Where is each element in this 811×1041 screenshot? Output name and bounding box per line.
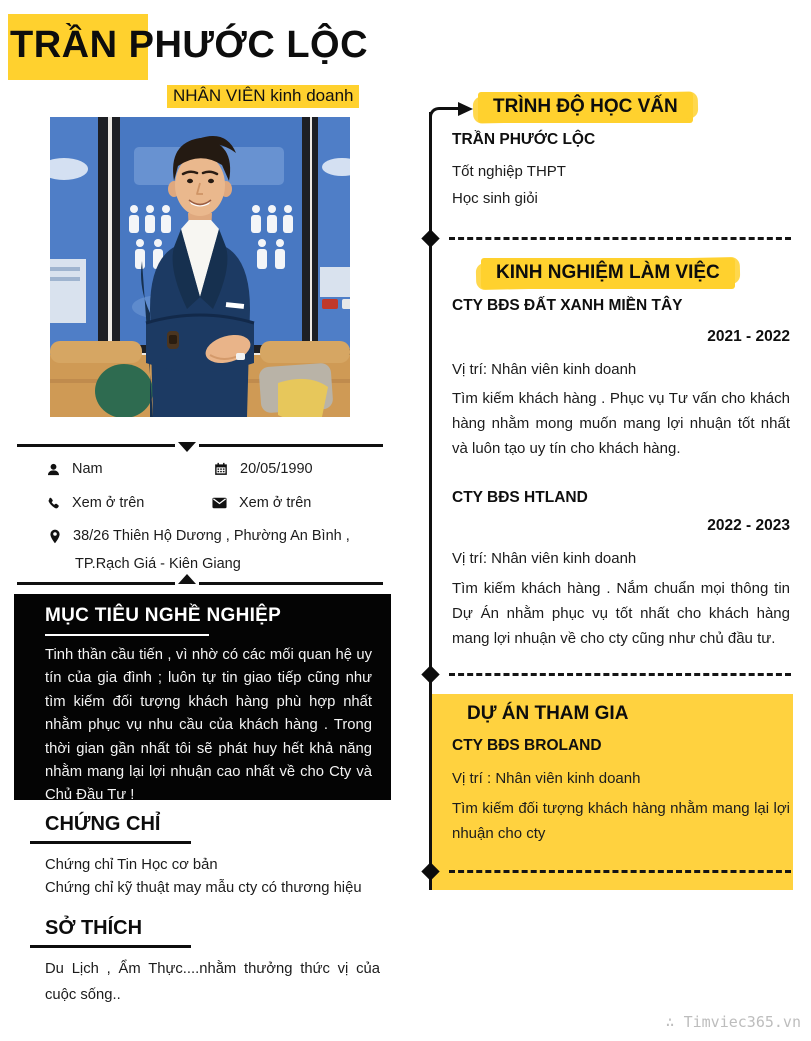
diamond-marker-icon — [421, 229, 439, 247]
education-name: TRẦN PHƯỚC LỘC — [452, 131, 596, 148]
address-line2: TP.Rạch Giá - Kiên Giang — [75, 556, 241, 572]
info-divider-top-left — [17, 444, 175, 447]
job-period: 2022 - 2023 — [707, 517, 790, 534]
dob-value: 20/05/1990 — [240, 461, 313, 477]
job-description: Tìm kiếm khách hàng . Phục vụ Tư vấn cho khách hàng nhằm mong muốn mang lợi nhuận tốt nhất và luôn tạo uy tín cho khách hàng. — [452, 390, 790, 457]
location-pin-icon — [49, 529, 61, 544]
job-period: 2021 - 2022 — [707, 328, 790, 345]
info-gender — [47, 461, 103, 477]
info-address — [49, 528, 350, 544]
profile-photo — [50, 117, 350, 417]
phone-icon — [47, 497, 60, 510]
projects-title: DỰ ÁN THAM GIA — [467, 703, 629, 724]
calendar-icon — [214, 462, 228, 476]
info-divider-bottom-left — [17, 582, 175, 585]
site-watermark: ∴ Timviec365.vn — [665, 1013, 801, 1031]
objective-body: Tinh thần cầu tiến , vì nhờ có các mối quan hệ uy tín của gia đình ; luôn tự tin giao tiếp cũng như tìm kiếm đối tượng khách hàng phù hợp nhất nhằm phục vụ nhu cầu của khách hàng . Trong thời gian gần nhất tôi sẽ phát huy hết khả năng nhằm mang lại lợi nhuận cao nhất về cho Cty và Chủ Đầu Tư ! — [45, 647, 372, 804]
diamond-marker-icon — [421, 665, 439, 683]
profile-photo-illustration — [50, 117, 350, 417]
email-icon — [212, 497, 227, 509]
job-company: CTY BĐS HTLAND — [452, 489, 588, 506]
project-company: CTY BĐS BROLAND — [452, 737, 602, 754]
dashed-separator — [449, 673, 791, 676]
timeline-corner — [429, 107, 459, 123]
project-description: Tìm kiếm đối tượng khách hàng nhằm mang lại lợi nhuận cho cty — [452, 800, 790, 842]
hobbies-body: Du Lịch , Ẩm Thực....nhằm thưởng thức vị của cuộc sống.. — [45, 961, 380, 1003]
certificate-item-2: Chứng chỉ kỹ thuật may mẫu cty có thương hiệu — [45, 880, 362, 896]
education-line-1: Tốt nghiệp THPT — [452, 163, 566, 180]
divider-triangle-down-icon — [178, 442, 196, 452]
job-position: Vị trí: Nhân viên kinh doanh — [452, 550, 637, 567]
job-title: NHÂN VIÊN kinh doanh — [167, 85, 359, 108]
email-value: Xem ở trên — [239, 495, 312, 511]
info-dob — [214, 461, 313, 477]
certificates-title: CHỨNG CHỈ — [45, 813, 161, 835]
gender-value: Nam — [72, 461, 103, 477]
job-description: Tìm kiếm khách hàng . Nắm chuẩn mọi thông tin Dự Án nhằm phục vụ tốt nhất cho khách hàng mang lợi nhuận về cho cty cũng như chủ đầu tư. — [452, 580, 790, 647]
phone-value: Xem ở trên — [72, 495, 145, 511]
divider-triangle-up-icon — [178, 574, 196, 584]
arrow-right-icon — [458, 102, 473, 116]
candidate-name: TRẦN PHƯỚC LỘC — [10, 24, 369, 66]
education-line-2: Học sinh giỏi — [452, 190, 538, 207]
dashed-separator — [449, 237, 791, 240]
info-divider-top-right — [199, 444, 383, 447]
info-divider-bottom-right — [199, 582, 383, 585]
objective-section — [14, 594, 391, 804]
certificate-item-1: Chứng chỉ Tin Học cơ bản — [45, 857, 218, 873]
job-position: Vị trí: Nhân viên kinh doanh — [452, 361, 637, 378]
user-icon — [47, 463, 60, 476]
hobbies-underline — [30, 945, 191, 948]
objective-title: MỤC TIÊU NGHỀ NGHIỆP — [45, 605, 282, 626]
experience-title: KINH NGHIỆM LÀM VIỆC — [481, 258, 735, 289]
job-company: CTY BĐS ĐẤT XANH MIỀN TÂY — [452, 297, 683, 314]
dashed-separator — [449, 870, 791, 873]
objective-underline — [45, 634, 209, 636]
info-email — [212, 495, 311, 511]
education-title: TRÌNH ĐỘ HỌC VẤN — [478, 92, 693, 123]
address-line1: 38/26 Thiên Hộ Dương , Phường An Bình , — [73, 528, 350, 544]
certificates-underline — [30, 841, 191, 844]
info-phone — [47, 495, 144, 511]
hobbies-title: SỞ THÍCH — [45, 917, 143, 939]
project-position: Vị trí : Nhân viên kinh doanh — [452, 770, 641, 787]
